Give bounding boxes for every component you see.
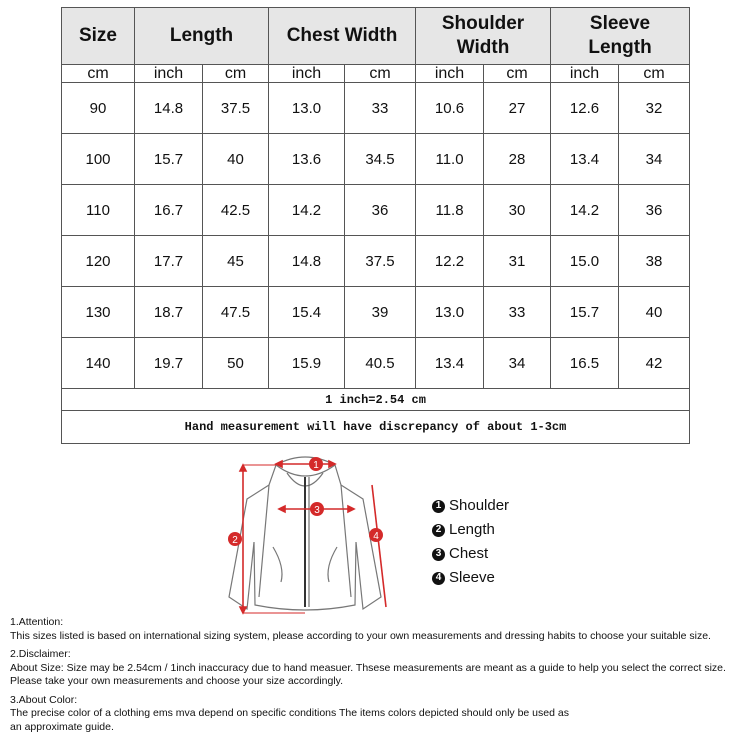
attention-title: 1.Attention: bbox=[10, 616, 64, 628]
measurement-cell: 42 bbox=[619, 338, 690, 389]
legend-label: Sleeve bbox=[449, 569, 495, 586]
measurement-cell: 50 bbox=[203, 338, 269, 389]
size-cell: 140 bbox=[62, 338, 135, 389]
measurement-legend bbox=[432, 494, 509, 590]
svg-text:2: 2 bbox=[232, 535, 238, 546]
hoodie-outline-icon bbox=[229, 457, 381, 610]
attention-note bbox=[10, 616, 750, 643]
marker-1 bbox=[309, 457, 323, 471]
number-4-icon: 4 bbox=[432, 572, 445, 585]
measurement-cell: 11.0 bbox=[416, 134, 484, 185]
disclaimer-title: 2.Disclaimer: bbox=[10, 648, 71, 660]
measurement-cell: 36 bbox=[345, 185, 416, 236]
svg-text:1: 1 bbox=[313, 460, 319, 471]
legend-item-chest bbox=[432, 542, 509, 566]
unit-cell: cm bbox=[345, 65, 416, 83]
measurement-cell: 18.7 bbox=[135, 287, 203, 338]
discrepancy-note: Hand measurement will have discrepancy of about 1-3cm bbox=[62, 411, 690, 444]
legend-label: Chest bbox=[449, 545, 489, 562]
size-cell: 90 bbox=[62, 83, 135, 134]
measurement-cell: 17.7 bbox=[135, 236, 203, 287]
measurement-cell: 37.5 bbox=[345, 236, 416, 287]
measurement-cell: 15.7 bbox=[551, 287, 619, 338]
unit-cell: cm bbox=[203, 65, 269, 83]
marker-2 bbox=[228, 532, 242, 546]
measurement-cell: 12.6 bbox=[551, 83, 619, 134]
measurement-cell: 14.8 bbox=[135, 83, 203, 134]
conversion-note: 1 inch=2.54 cm bbox=[62, 389, 690, 411]
measurement-cell: 39 bbox=[345, 287, 416, 338]
table-row bbox=[62, 338, 690, 389]
measurement-cell: 47.5 bbox=[203, 287, 269, 338]
measurement-cell: 11.8 bbox=[416, 185, 484, 236]
measurement-cell: 33 bbox=[345, 83, 416, 134]
measurement-cell: 15.4 bbox=[269, 287, 345, 338]
number-1-icon: 1 bbox=[432, 500, 445, 513]
measurement-cell: 42.5 bbox=[203, 185, 269, 236]
unit-cell: inch bbox=[551, 65, 619, 83]
measurement-cell: 12.2 bbox=[416, 236, 484, 287]
unit-cell: cm bbox=[62, 65, 135, 83]
color-note bbox=[10, 694, 750, 735]
table-row bbox=[62, 83, 690, 134]
number-3-icon: 3 bbox=[432, 548, 445, 561]
measurement-cell: 13.4 bbox=[416, 338, 484, 389]
color-text: an approximate guide. bbox=[10, 720, 114, 733]
table-row bbox=[62, 134, 690, 185]
svg-text:4: 4 bbox=[373, 531, 379, 542]
disclaimer-note bbox=[10, 648, 750, 689]
measurement-cell: 13.0 bbox=[416, 287, 484, 338]
header-chest-width: Chest Width bbox=[269, 8, 416, 65]
size-cell: 110 bbox=[62, 185, 135, 236]
measurement-cell: 45 bbox=[203, 236, 269, 287]
measurement-cell: 13.0 bbox=[269, 83, 345, 134]
measurement-cell: 10.6 bbox=[416, 83, 484, 134]
header-sleeve-length: Sleeve Length bbox=[551, 8, 690, 65]
measurement-cell: 27 bbox=[484, 83, 551, 134]
notes-section bbox=[10, 616, 750, 739]
measurement-cell: 40.5 bbox=[345, 338, 416, 389]
marker-4 bbox=[369, 528, 383, 542]
measurement-cell: 40 bbox=[203, 134, 269, 185]
size-cell: 100 bbox=[62, 134, 135, 185]
table-row bbox=[62, 185, 690, 236]
legend-item-sleeve bbox=[432, 566, 509, 590]
measurement-cell: 14.2 bbox=[551, 185, 619, 236]
table-row bbox=[62, 287, 690, 338]
legend-label: Shoulder bbox=[449, 497, 510, 514]
measurement-cell: 15.0 bbox=[551, 236, 619, 287]
color-title: 3.About Color: bbox=[10, 693, 78, 706]
measurement-cell: 38 bbox=[619, 236, 690, 287]
measurement-cell: 34 bbox=[619, 134, 690, 185]
color-text: The precise color of a clothing ems mva depend on specific conditions The items colors depicted should only be used as bbox=[10, 707, 569, 719]
measurement-cell: 30 bbox=[484, 185, 551, 236]
size-cell: 120 bbox=[62, 236, 135, 287]
legend-item-shoulder bbox=[432, 494, 509, 518]
unit-cell: cm bbox=[484, 65, 551, 83]
measurement-cell: 31 bbox=[484, 236, 551, 287]
marker-3 bbox=[310, 502, 324, 516]
disclaimer-text: Please take your own measurements and choose your size accordingly. bbox=[10, 675, 344, 687]
measurement-cell: 14.8 bbox=[269, 236, 345, 287]
measurement-cell: 33 bbox=[484, 287, 551, 338]
measurement-cell: 34.5 bbox=[345, 134, 416, 185]
measurement-cell: 15.7 bbox=[135, 134, 203, 185]
disclaimer-text: About Size: Size may be 2.54cm / 1inch inaccuracy due to hand measuer. Thsese measurements are meant as a guide to help you select the correct size. bbox=[10, 661, 726, 674]
measurement-cell: 13.6 bbox=[269, 134, 345, 185]
hoodie-measurement-diagram bbox=[213, 447, 398, 622]
table-row bbox=[62, 236, 690, 287]
measurement-cell: 40 bbox=[619, 287, 690, 338]
svg-text:3: 3 bbox=[314, 505, 320, 516]
measurement-cell: 16.7 bbox=[135, 185, 203, 236]
size-cell: 130 bbox=[62, 287, 135, 338]
measurement-cell: 37.5 bbox=[203, 83, 269, 134]
legend-item-length bbox=[432, 518, 509, 542]
number-2-icon: 2 bbox=[432, 524, 445, 537]
header-length: Length bbox=[135, 8, 269, 65]
unit-cell: inch bbox=[135, 65, 203, 83]
header-shoulder-width: Shoulder Width bbox=[416, 8, 551, 65]
unit-cell: inch bbox=[269, 65, 345, 83]
unit-cell: cm bbox=[619, 65, 690, 83]
measurement-cell: 16.5 bbox=[551, 338, 619, 389]
measurement-cell: 36 bbox=[619, 185, 690, 236]
measurement-cell: 34 bbox=[484, 338, 551, 389]
measurement-cell: 15.9 bbox=[269, 338, 345, 389]
measurement-cell: 14.2 bbox=[269, 185, 345, 236]
size-chart-table bbox=[61, 7, 690, 444]
measurement-cell: 32 bbox=[619, 83, 690, 134]
legend-label: Length bbox=[449, 521, 495, 538]
unit-cell: inch bbox=[416, 65, 484, 83]
attention-text: This sizes listed is based on international sizing system, please according to your own measurements and dressing habits to choose your suitable size. bbox=[10, 629, 711, 642]
measurement-cell: 13.4 bbox=[551, 134, 619, 185]
header-size: Size bbox=[62, 8, 135, 65]
measurement-cell: 28 bbox=[484, 134, 551, 185]
measurement-cell: 19.7 bbox=[135, 338, 203, 389]
